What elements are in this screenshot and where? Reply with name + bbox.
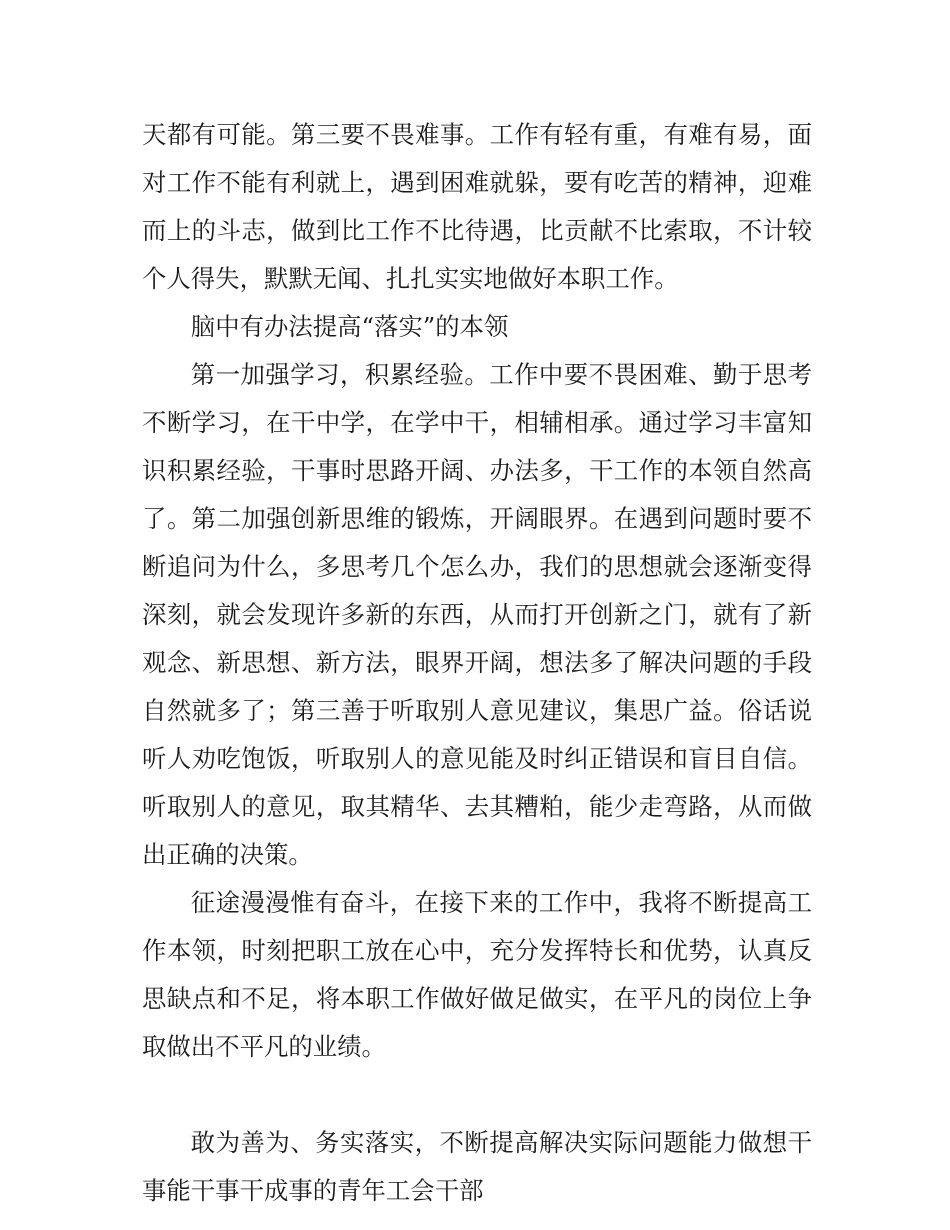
paragraph-spacer bbox=[142, 1071, 812, 1119]
document-body bbox=[142, 111, 812, 1215]
article-title: 敢为善为、务实落实，不断提高解决实际问题能力做想干事能干事干成事的青年工会干部 bbox=[142, 1128, 812, 1205]
body-paragraph: 天都有可能。第三要不畏难事。工作有轻有重，有难有易，面对工作不能有利就上，遇到困难就躲，要有吃苦的精神，迎难而上的斗志，做到比工作不比待遇，比贡献不比索取，不计较个人得失，默默无闻、扎扎实实地做好本职工作。 bbox=[142, 120, 812, 293]
body-paragraph: 第一加强学习，积累经验。工作中要不畏困难、勤于思考不断学习，在干中学，在学中干，相辅相承。通过学习丰富知识积累经验，干事时思路开阔、办法多，干工作的本领自然高了。第二加强创新思维的锻炼，开阔眼界。在遇到问题时要不断追问为什么，多思考几个怎么办，我们的思想就会逐渐变得深刻，就会发现许多新的东西，从而打开创新之门，就有了新观念、新思想、新方法，眼界开阔，想法多了解决问题的手段自然就多了；第三善于听取别人意见建议，集思广益。俗话说听人劝吃饱饭，听取别人的意见能及时纠正错误和盲目自信。听取别人的意见，取其精华、去其糟粕，能少走弯路，从而做出正确的决策。 bbox=[142, 360, 812, 869]
section-heading: 脑中有办法提高“落实”的本领 bbox=[190, 312, 509, 341]
body-paragraph: 征途漫漫惟有奋斗，在接下来的工作中，我将不断提高工作本领，时刻把职工放在心中，充分发挥特长和优势，认真反思缺点和不足，将本职工作做好做足做实，在平凡的岗位上争取做出不平凡的业绩。 bbox=[142, 888, 812, 1061]
